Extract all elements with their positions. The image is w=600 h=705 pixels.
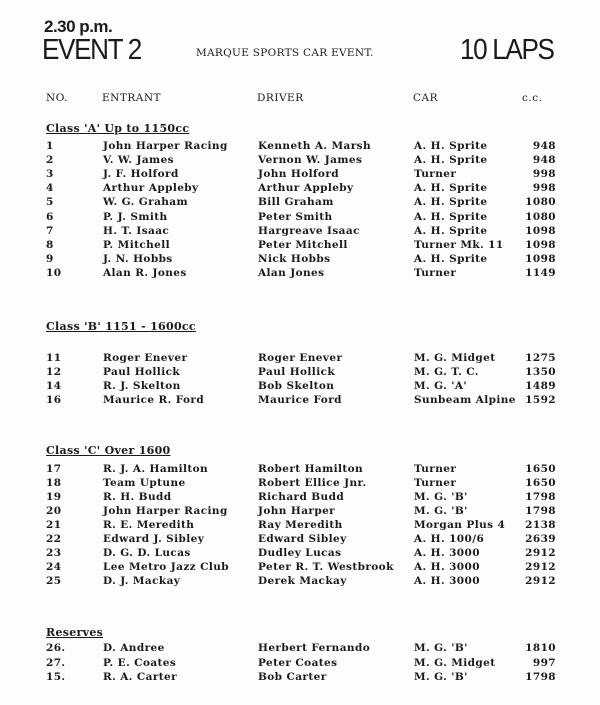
table-row [0, 657, 600, 671]
cell-car: M. G. 'B' [414, 671, 468, 684]
table-row [0, 140, 600, 154]
cell-car: Turner Mk. 11 [414, 238, 504, 251]
table-row [0, 642, 600, 656]
table-row [0, 182, 600, 196]
cell-driver: Kenneth A. Marsh [258, 140, 372, 152]
cell-driver: Roger Enever [258, 352, 343, 364]
cell-entrant: Alan R. Jones [103, 266, 187, 279]
cell-entrant: Lee Metro Jazz Club [103, 561, 230, 573]
cell-car: Morgan Plus 4 [414, 519, 506, 531]
section-title-reserves: Reserves [46, 626, 104, 639]
cell-cc: 1810 [525, 642, 556, 654]
cell-no: 22 [46, 533, 62, 545]
cell-car: A. H. Sprite [414, 154, 488, 167]
cell-driver: Bob Skelton [258, 380, 335, 392]
table-row [0, 519, 600, 533]
cell-driver: Peter Smith [258, 210, 333, 223]
cell-driver: John Holford [258, 168, 340, 181]
cell-no: 2 [46, 154, 54, 167]
cell-cc: 948 [532, 154, 556, 167]
cell-cc: 1098 [525, 224, 556, 237]
cell-driver: Robert Hamilton [258, 463, 364, 475]
table-row [0, 547, 600, 561]
table-row [0, 267, 600, 281]
cell-driver: John Harper [258, 505, 336, 517]
table-row [0, 505, 600, 519]
cell-no: 10 [46, 266, 62, 279]
cell-cc: 1098 [525, 238, 556, 251]
cell-car: Sunbeam Alpine [414, 394, 516, 406]
cell-entrant: J. F. Holford [103, 168, 179, 181]
cell-no: 20 [46, 505, 62, 517]
table-row [0, 575, 600, 589]
cell-no: 14 [46, 380, 62, 392]
cell-car: A. H. Sprite [414, 252, 488, 265]
cell-entrant: R. E. Meredith [103, 519, 195, 531]
cell-no: 25 [46, 575, 62, 587]
cell-cc: 997 [532, 656, 556, 669]
cell-cc: 2639 [525, 533, 556, 545]
table-row [0, 463, 600, 477]
cell-entrant: V. W. James [103, 154, 174, 167]
cell-entrant: R. J. A. Hamilton [103, 463, 209, 475]
cell-car: M. G. Midget [414, 352, 496, 364]
cell-car: A. H. Sprite [414, 182, 488, 195]
cell-entrant: R. A. Carter [103, 671, 178, 684]
cell-car: Turner [414, 168, 457, 181]
cell-entrant: Maurice R. Ford [103, 394, 205, 406]
column-header-no: NO. [46, 92, 69, 104]
cell-driver: Paul Hollick [258, 366, 336, 378]
cell-entrant: John Harper Racing [103, 140, 228, 152]
cell-cc: 2912 [525, 547, 556, 559]
table-row [0, 168, 600, 182]
cell-no: 24 [46, 561, 62, 573]
cell-cc: 1275 [525, 352, 556, 364]
cell-driver: Derek Mackay [258, 575, 347, 587]
cell-driver: Bob Carter [258, 671, 327, 684]
cell-entrant: Arthur Appleby [103, 182, 199, 195]
cell-no: 26. [46, 642, 66, 654]
table-row [0, 491, 600, 505]
cell-entrant: R. J. Skelton [103, 380, 181, 392]
cell-cc: 1489 [525, 380, 556, 392]
cell-cc: 1650 [525, 463, 556, 475]
cell-no: 5 [46, 196, 54, 209]
cell-driver: Richard Budd [258, 491, 345, 503]
cell-driver: Bill Graham [258, 196, 334, 209]
cell-cc: 1350 [525, 366, 556, 378]
cell-no: 21 [46, 519, 62, 531]
cell-entrant: P. J. Smith [103, 210, 168, 223]
section-title-class-c: Class 'C' Over 1600 [46, 444, 171, 457]
event-time: 2.30 p.m. [44, 17, 113, 36]
column-header-cc: c.c. [522, 92, 543, 104]
cell-driver: Maurice Ford [258, 394, 342, 406]
cell-no: 27. [46, 656, 66, 669]
event-number: EVENT 2 [42, 34, 141, 66]
cell-no: 4 [46, 182, 54, 195]
cell-no: 1 [46, 140, 54, 152]
table-row [0, 225, 600, 239]
cell-entrant: W. G. Graham [103, 196, 189, 209]
cell-driver: Edward Sibley [258, 533, 347, 545]
table-row [0, 394, 600, 408]
table-row [0, 154, 600, 168]
cell-cc: 2138 [525, 519, 556, 531]
table-row [0, 239, 600, 253]
cell-entrant: H. T. Isaac [103, 224, 170, 237]
cell-cc: 1149 [525, 266, 556, 279]
cell-car: A. H. Sprite [414, 196, 488, 209]
cell-entrant: D. Andree [103, 642, 165, 654]
cell-cc: 2912 [525, 575, 556, 587]
cell-no: 17 [46, 463, 62, 475]
section-title-class-a: Class 'A' Up to 1150cc [46, 122, 190, 135]
cell-car: Turner [414, 463, 457, 475]
cell-entrant: Roger Enever [103, 352, 188, 364]
cell-cc: 1798 [525, 491, 556, 503]
table-row [0, 671, 600, 685]
cell-driver: Alan Jones [258, 266, 325, 279]
cell-entrant: Paul Hollick [103, 366, 181, 378]
column-header-car: CAR [413, 92, 439, 104]
cell-driver: Robert Ellice Jnr. [258, 477, 367, 489]
cell-car: Turner [414, 477, 457, 489]
cell-driver: Peter Coates [258, 656, 338, 669]
cell-cc: 998 [532, 168, 556, 181]
cell-entrant: Team Uptune [103, 477, 186, 489]
cell-no: 19 [46, 491, 62, 503]
table-row [0, 533, 600, 547]
table-row [0, 253, 600, 267]
cell-car: A. H. 3000 [414, 575, 480, 587]
cell-car: A. H. Sprite [414, 224, 488, 237]
cell-cc: 948 [532, 140, 556, 152]
cell-entrant: D. J. Mackay [103, 575, 181, 587]
column-header-driver: DRIVER [257, 92, 304, 104]
table-row [0, 380, 600, 394]
cell-entrant: P. Mitchell [103, 238, 171, 251]
cell-cc: 1098 [525, 252, 556, 265]
cell-entrant: D. G. D. Lucas [103, 547, 191, 559]
table-row [0, 477, 600, 491]
cell-driver: Vernon W. James [258, 154, 363, 167]
cell-no: 12 [46, 366, 62, 378]
cell-car: A. H. 100/6 [414, 533, 485, 545]
cell-no: 11 [46, 352, 62, 364]
table-row [0, 366, 600, 380]
cell-car: M. G. 'B' [414, 505, 468, 517]
cell-driver: Dudley Lucas [258, 547, 342, 559]
cell-car: M. G. 'B' [414, 491, 468, 503]
cell-entrant: P. E. Coates [103, 656, 177, 669]
cell-driver: Hargreave Isaac [258, 224, 360, 237]
cell-car: M. G. 'B' [414, 642, 468, 654]
cell-cc: 1592 [525, 394, 556, 406]
cell-car: M. G. Midget [414, 656, 496, 669]
cell-no: 18 [46, 477, 62, 489]
cell-cc: 1650 [525, 477, 556, 489]
cell-car: Turner [414, 266, 457, 279]
cell-no: 15. [46, 671, 66, 684]
cell-cc: 1080 [525, 210, 556, 223]
cell-no: 8 [46, 238, 54, 251]
table-row [0, 561, 600, 575]
cell-driver: Peter Mitchell [258, 238, 348, 251]
cell-no: 9 [46, 252, 54, 265]
table-row [0, 211, 600, 225]
cell-driver: Nick Hobbs [258, 252, 331, 265]
event-laps: 10 LAPS [460, 34, 554, 66]
cell-driver: Arthur Appleby [258, 182, 354, 195]
table-row [0, 352, 600, 366]
section-title-class-b: Class 'B' 1151 - 1600cc [46, 320, 196, 333]
cell-entrant: R. H. Budd [103, 491, 172, 503]
cell-car: A. H. Sprite [414, 140, 488, 152]
cell-no: 7 [46, 224, 54, 237]
cell-entrant: Edward J. Sibley [103, 533, 205, 545]
cell-no: 3 [46, 168, 54, 181]
cell-cc: 1798 [525, 671, 556, 684]
cell-car: M. G. 'A' [414, 380, 468, 392]
cell-no: 23 [46, 547, 62, 559]
cell-no: 6 [46, 210, 54, 223]
cell-cc: 1080 [525, 196, 556, 209]
column-header-entrant: ENTRANT [102, 92, 162, 104]
cell-cc: 2912 [525, 561, 556, 573]
cell-cc: 998 [532, 182, 556, 195]
cell-car: A. H. 3000 [414, 561, 480, 573]
cell-entrant: J. N. Hobbs [103, 252, 173, 265]
cell-driver: Peter R. T. Westbrook [258, 561, 394, 573]
table-row [0, 196, 600, 210]
cell-car: A. H. Sprite [414, 210, 488, 223]
cell-cc: 1798 [525, 505, 556, 517]
cell-driver: Ray Meredith [258, 519, 343, 531]
event-subtitle: MARQUE SPORTS CAR EVENT. [196, 47, 374, 59]
cell-car: M. G. T. C. [414, 366, 479, 378]
cell-car: A. H. 3000 [414, 547, 480, 559]
cell-driver: Herbert Fernando [258, 642, 371, 654]
cell-entrant: John Harper Racing [103, 505, 228, 517]
cell-no: 16 [46, 394, 62, 406]
